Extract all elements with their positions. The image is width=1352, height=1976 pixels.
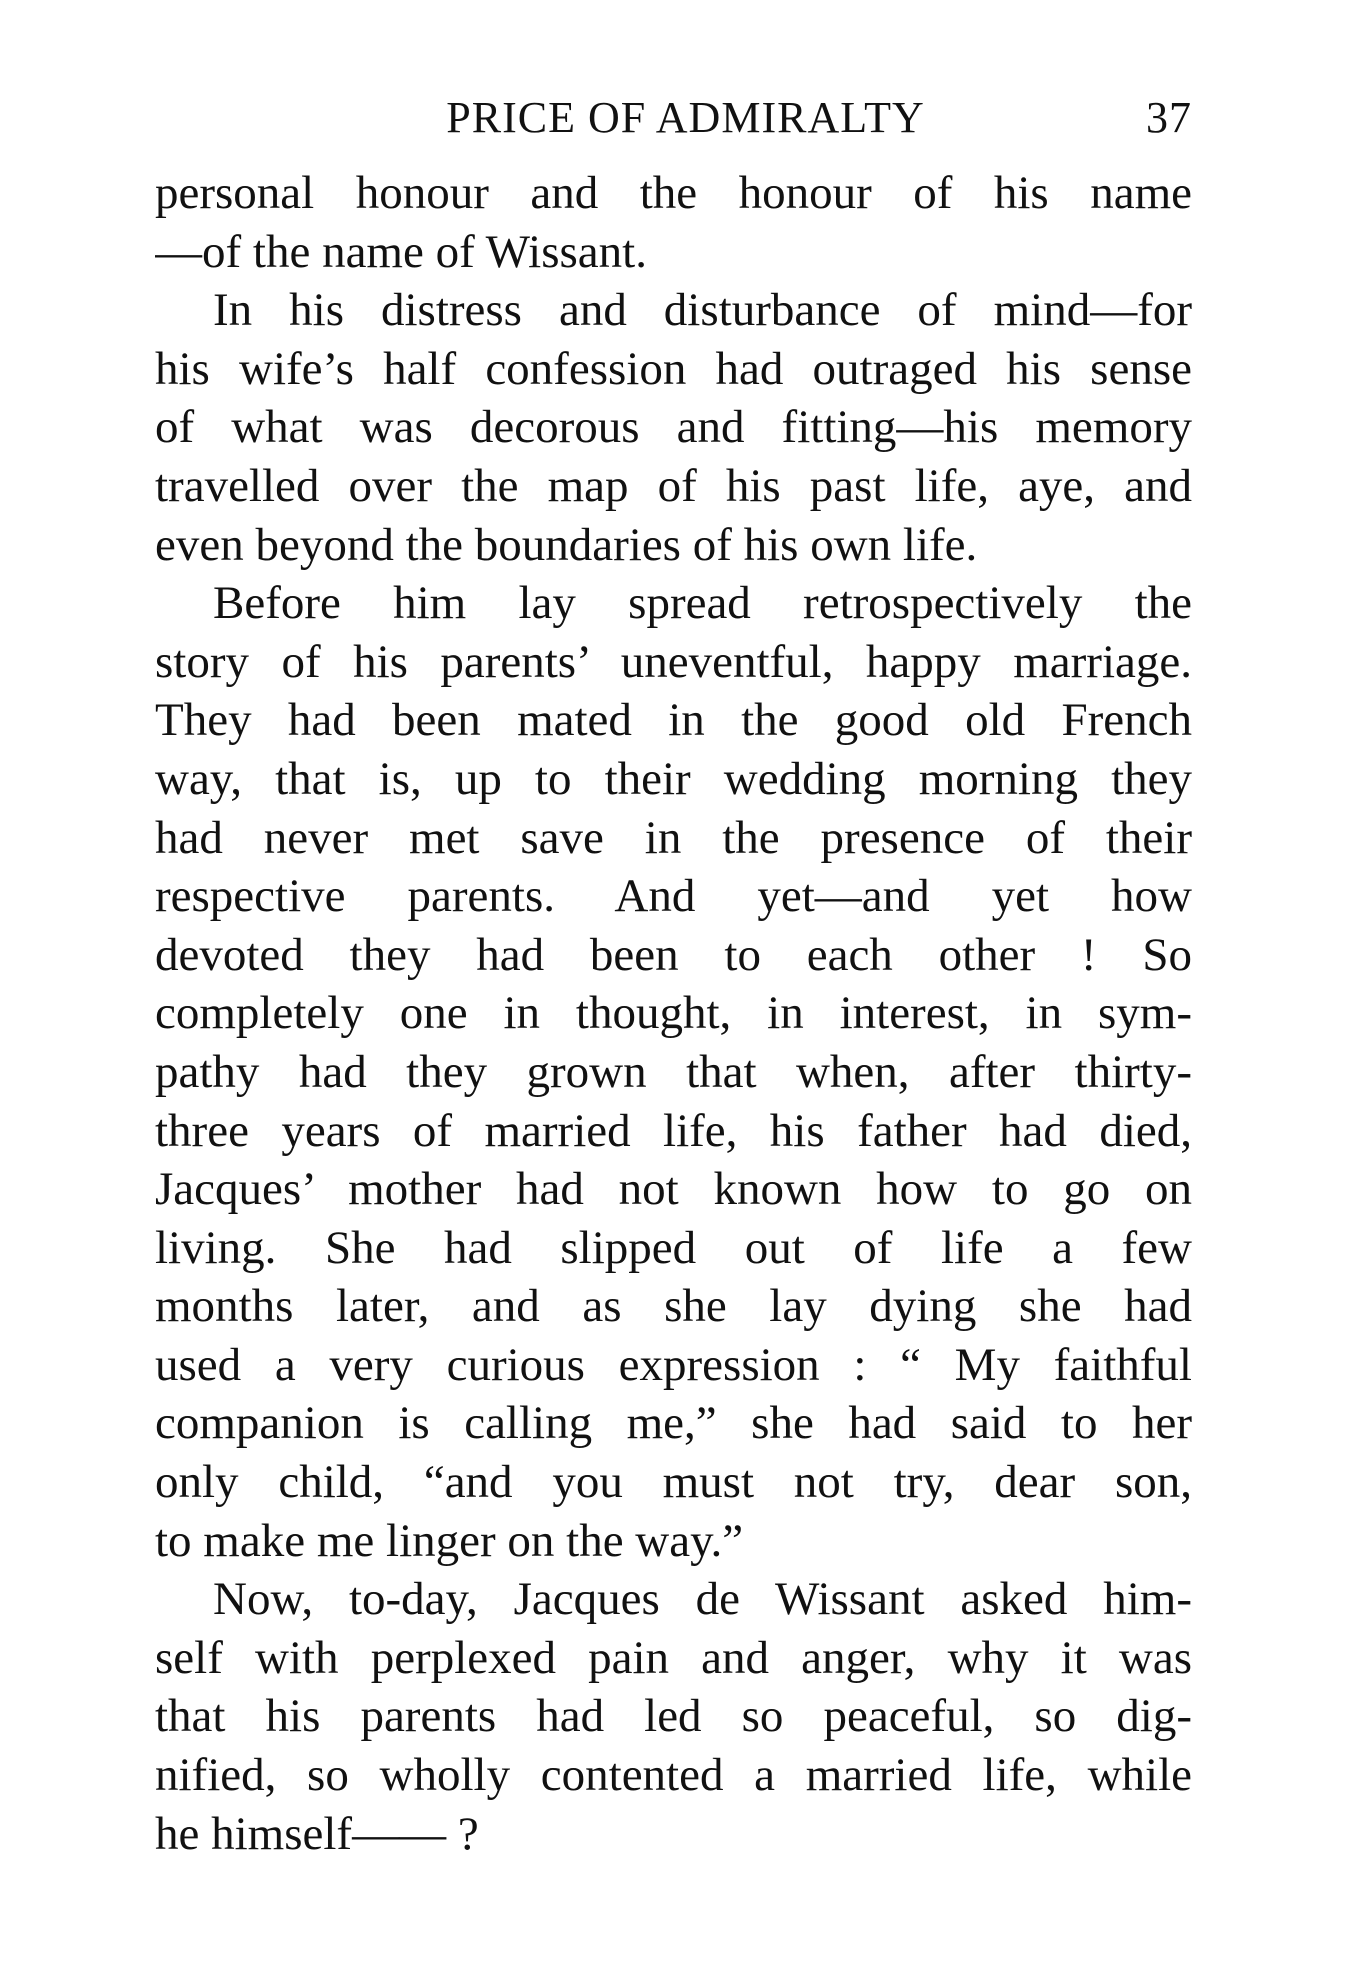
text-line: his wife’s half confession had outraged his sense bbox=[155, 342, 1192, 395]
text-line: travelled over the map of his past life, aye, and bbox=[155, 459, 1192, 512]
text-line: three years of married life, his father had died, bbox=[155, 1104, 1192, 1157]
text-line: personal honour and the honour of his name bbox=[155, 167, 1192, 219]
text-line: had never met save in the presence of their bbox=[155, 811, 1192, 864]
paragraph-first-line: Before him lay spread retrospectively the bbox=[213, 577, 1192, 630]
text-line: that his parents had led so peaceful, so dig- bbox=[155, 1690, 1192, 1743]
text-line: story of his parents’ uneventful, happy marriage. bbox=[155, 635, 1192, 688]
text-line: living. She had slipped out of life a few bbox=[155, 1221, 1192, 1274]
text-line: companion is calling me,” she had said to her bbox=[155, 1397, 1192, 1450]
text-line: They had been mated in the good old French bbox=[155, 694, 1192, 747]
paragraph-first-line: In his distress and disturbance of mind—for bbox=[213, 284, 1192, 337]
text-line: completely one in thought, in interest, in sym- bbox=[155, 987, 1192, 1040]
page-number: 37 bbox=[1146, 93, 1192, 142]
text-line: way, that is, up to their wedding morning they bbox=[155, 752, 1192, 805]
running-head bbox=[155, 88, 1192, 148]
text-line: pathy had they grown that when, after thirty- bbox=[155, 1045, 1192, 1098]
running-title: PRICE OF ADMIRALTY bbox=[446, 93, 925, 142]
text-line: devoted they had been to each other ! So bbox=[155, 928, 1192, 981]
text-line: Jacques’ mother had not known how to go on bbox=[155, 1163, 1192, 1216]
text-line: months later, and as she lay dying she had bbox=[155, 1280, 1192, 1333]
text-line: to make me linger on the way.” bbox=[155, 1514, 744, 1567]
text-line: even beyond the boundaries of his own life. bbox=[155, 518, 978, 571]
text-line: nified, so wholly contented a married life, while bbox=[155, 1749, 1192, 1802]
text-line: used a very curious expression : “ My faithful bbox=[155, 1338, 1192, 1391]
text-line: respective parents. And yet—and yet how bbox=[155, 870, 1192, 923]
paragraph-first-line: Now, to-day, Jacques de Wissant asked him- bbox=[213, 1573, 1192, 1626]
text-line: he himself—— ? bbox=[155, 1807, 479, 1860]
text-line: self with perplexed pain and anger, why it was bbox=[155, 1631, 1192, 1684]
text-line: only child, “and you must not try, dear son, bbox=[155, 1456, 1192, 1509]
text-line: of what was decorous and fitting—his memory bbox=[155, 401, 1192, 454]
text-line: —of the name of Wissant. bbox=[155, 225, 647, 278]
body-text bbox=[155, 164, 1192, 1863]
